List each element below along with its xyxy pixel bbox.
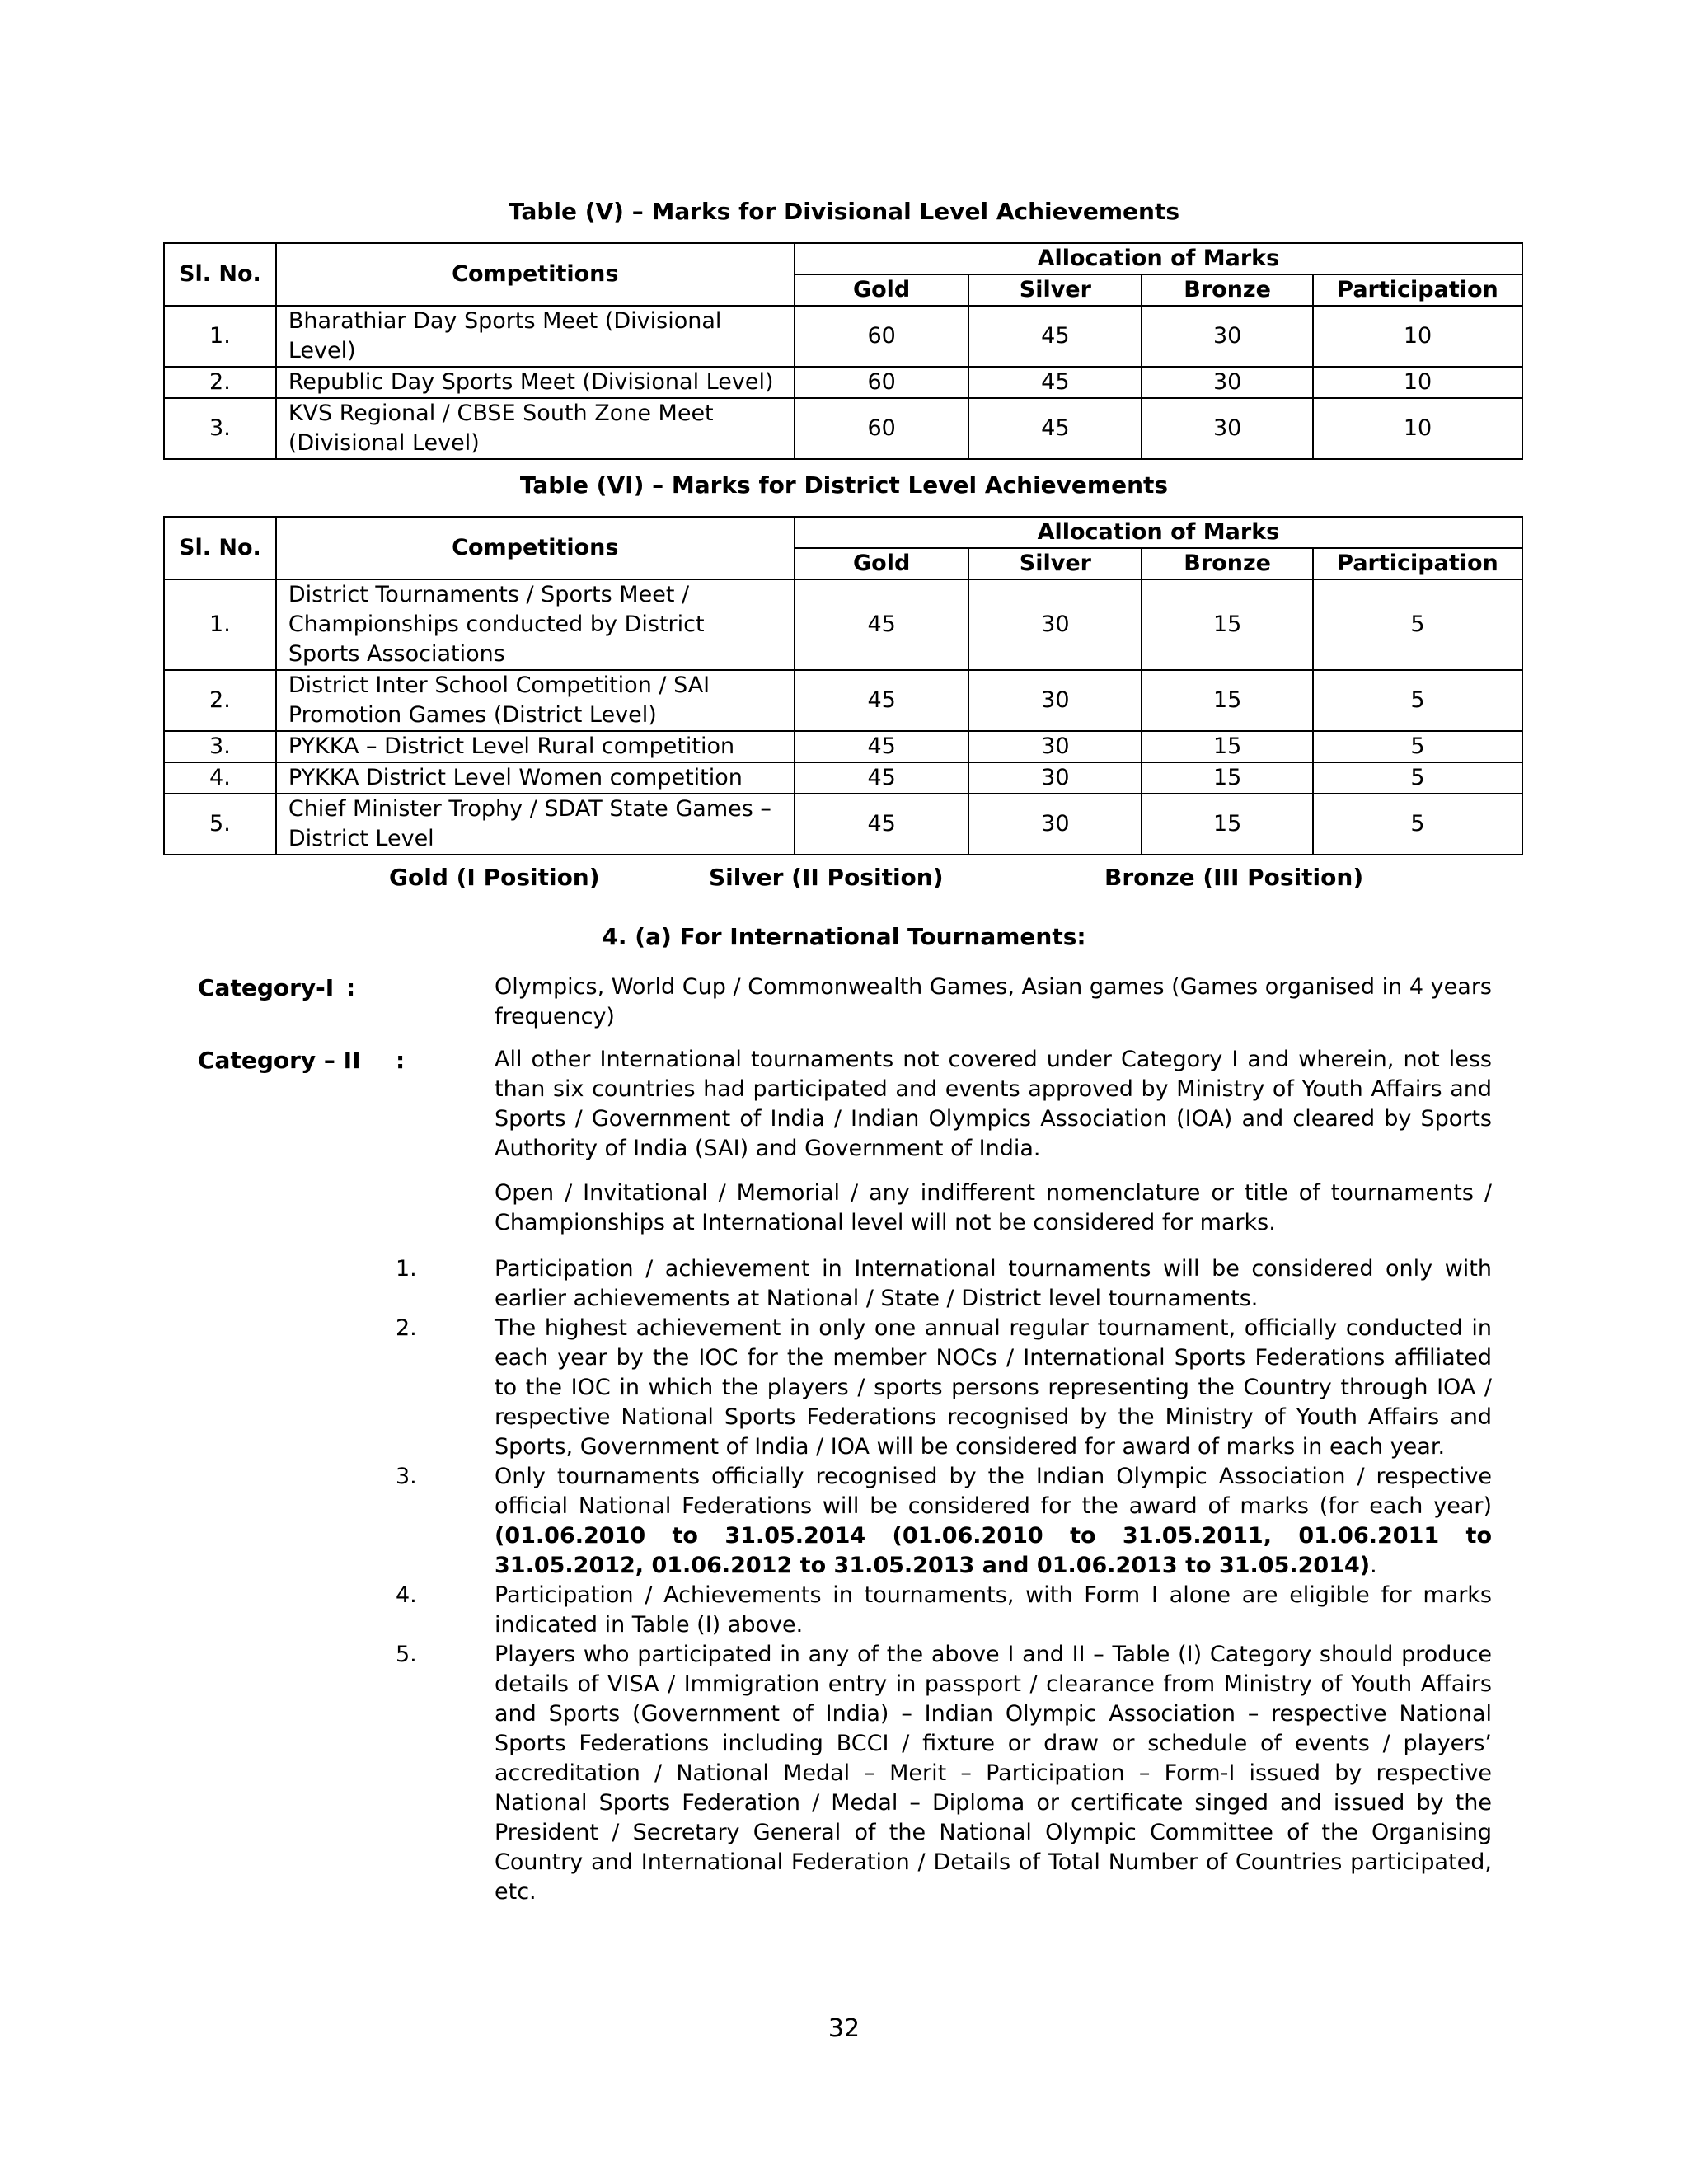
cell-competition: Chief Minister Trophy / SDAT State Games – District Level (276, 794, 795, 855)
table-header-row (164, 243, 1522, 274)
category-1-colon: : (346, 974, 356, 1001)
item-text: Players who participated in any of the above I and II – Table (I) Category should produce details of VISA / Immigration entry in passport / clearance from Ministry of Youth Affairs and Sports (Government of India) – Indian Olympic Association – respective National Sports Federations including BCCI / fixture or draw or schedule of events / players’ accreditation / National Medal – Merit – Participation – Form-I issued by respective National Sports Federation / Medal – Diploma or certificate singed and issued by the President / Secretary General of the National Olympic Committee of the Organising Country and International Federation / Details of Total Number of Countries participated, etc. (495, 1642, 1492, 1905)
item-text: Participation / Achievements in tournaments, with Form I alone are eligible for marks indicated in Table (I) above. (495, 1582, 1492, 1638)
table-row (164, 670, 1522, 731)
cell-competition: KVS Regional / CBSE South Zone Meet (Divisional Level) (276, 398, 795, 459)
table-row (164, 367, 1522, 398)
cell-bronze: 15 (1142, 794, 1313, 855)
table-row (164, 794, 1522, 855)
table-row (164, 579, 1522, 670)
header-allocation: Allocation of Marks (795, 243, 1522, 274)
header-silver: Silver (968, 274, 1142, 306)
header-allocation: Allocation of Marks (795, 517, 1522, 548)
table-row (164, 306, 1522, 367)
header-gold: Gold (795, 274, 969, 306)
cell-gold: 45 (795, 579, 969, 670)
cell-silver: 45 (968, 367, 1142, 398)
page-number: 32 (828, 2014, 860, 2043)
cell-bronze: 30 (1142, 367, 1313, 398)
cell-gold: 45 (795, 762, 969, 794)
cell-sl: 3. (164, 398, 276, 459)
cell-competition: Republic Day Sports Meet (Divisional Level) (276, 367, 795, 398)
open-tournaments-note: Open / Invitational / Memorial / any indifferent nomenclature or title of tournaments / Championships at International level will not be considered for marks. (495, 1180, 1492, 1235)
item-number: 3. (396, 1464, 417, 1489)
category-1-label: Category-I (198, 974, 335, 1001)
cell-participation: 5 (1313, 762, 1522, 794)
table-vi-title: Table (VI) – Marks for District Level Achievements (519, 471, 1169, 499)
cell-competition: District Inter School Competition / SAI Promotion Games (District Level) (276, 670, 795, 731)
section-heading: 4. (a) For International Tournaments: (602, 923, 1086, 950)
cell-gold: 60 (795, 398, 969, 459)
cell-gold: 45 (795, 794, 969, 855)
category-2-text: All other International tournaments not covered under Category I and wherein, not less than six countries had participated and events approved by Ministry of Youth Affairs and Sports / Government of India / Indian Olympics Association (IOA) and cleared by Sports Authority of India (SAI) and Government of India. (495, 1047, 1492, 1161)
cell-sl: 3. (164, 731, 276, 762)
category-1-text: Olympics, World Cup / Commonwealth Games, Asian games (Games organised in 4 years frequency) (495, 974, 1492, 1029)
cell-bronze: 15 (1142, 579, 1313, 670)
header-gold: Gold (795, 548, 969, 579)
cell-sl: 2. (164, 367, 276, 398)
cell-silver: 30 (968, 731, 1142, 762)
cell-bronze: 15 (1142, 731, 1313, 762)
cell-participation: 5 (1313, 670, 1522, 731)
header-competitions: Competitions (276, 517, 795, 579)
category-2-label: Category – II (198, 1047, 361, 1074)
table-row (164, 731, 1522, 762)
cell-bronze: 30 (1142, 306, 1313, 367)
header-competitions: Competitions (276, 243, 795, 306)
cell-gold: 60 (795, 306, 969, 367)
item-number: 2. (396, 1315, 417, 1341)
cell-competition: District Tournaments / Sports Meet / Championships conducted by District Sports Associations (276, 579, 795, 670)
cell-silver: 30 (968, 579, 1142, 670)
date-range-bold: (01.06.2010 to 31.05.2014 (01.06.2010 to 31.05.2011, 01.06.2011 to 31.05.2012, 01.06.2012 to 31.05.2013 and 01.06.2013 to 31.05.2014) (495, 1523, 1492, 1578)
cell-sl: 4. (164, 762, 276, 794)
item-text-block (495, 1462, 1492, 1581)
table-row (164, 762, 1522, 794)
item-text-tail: . (1370, 1553, 1377, 1578)
item-number: 1. (396, 1256, 417, 1282)
header-sl-no: Sl. No. (164, 517, 276, 579)
position-silver: Silver (II Position) (709, 864, 944, 891)
cell-sl: 2. (164, 670, 276, 731)
cell-silver: 30 (968, 794, 1142, 855)
header-silver: Silver (968, 548, 1142, 579)
table-row (164, 398, 1522, 459)
position-bronze: Bronze (III Position) (1104, 864, 1364, 891)
cell-gold: 45 (795, 731, 969, 762)
cell-silver: 45 (968, 306, 1142, 367)
header-participation: Participation (1313, 274, 1522, 306)
item-number: 4. (396, 1582, 417, 1608)
cell-bronze: 15 (1142, 762, 1313, 794)
cell-silver: 30 (968, 762, 1142, 794)
cell-participation: 5 (1313, 731, 1522, 762)
table-v-title: Table (V) – Marks for Divisional Level Achievements (508, 198, 1180, 225)
position-gold: Gold (I Position) (389, 864, 600, 891)
cell-gold: 45 (795, 670, 969, 731)
cell-silver: 30 (968, 670, 1142, 731)
item-text: Participation / achievement in International tournaments will be considered only with earlier achievements at National / State / District level tournaments. (495, 1256, 1492, 1311)
cell-bronze: 30 (1142, 398, 1313, 459)
cell-participation: 10 (1313, 367, 1522, 398)
cell-bronze: 15 (1142, 670, 1313, 731)
cell-participation: 10 (1313, 306, 1522, 367)
cell-silver: 45 (968, 398, 1142, 459)
header-bronze: Bronze (1142, 274, 1313, 306)
cell-competition: PYKKA – District Level Rural competition (276, 731, 795, 762)
cell-sl: 5. (164, 794, 276, 855)
cell-participation: 5 (1313, 579, 1522, 670)
header-sl-no: Sl. No. (164, 243, 276, 306)
header-bronze: Bronze (1142, 548, 1313, 579)
cell-competition: Bharathiar Day Sports Meet (Divisional Level) (276, 306, 795, 367)
cell-competition: PYKKA District Level Women competition (276, 762, 795, 794)
header-participation: Participation (1313, 548, 1522, 579)
cell-sl: 1. (164, 306, 276, 367)
item-text: Only tournaments officially recognised by the Indian Olympic Association / respective official National Federations will be considered for the award of marks (for each year) (495, 1464, 1492, 1519)
table-header-row (164, 517, 1522, 548)
table-v (163, 242, 1523, 460)
item-number: 5. (396, 1642, 417, 1667)
cell-participation: 10 (1313, 398, 1522, 459)
cell-participation: 5 (1313, 794, 1522, 855)
category-2-colon: : (396, 1047, 406, 1074)
cell-gold: 60 (795, 367, 969, 398)
item-text: The highest achievement in only one annual regular tournament, officially conducted in each year by the IOC for the member NOCs / International Sports Federations affiliated to the IOC in which the players / sports persons representing the Country through IOA / respective National Sports Federations recognised by the Ministry of Youth Affairs and Sports, Government of India / IOA will be considered for award of marks in each year. (495, 1315, 1492, 1460)
table-vi (163, 516, 1523, 855)
cell-sl: 1. (164, 579, 276, 670)
